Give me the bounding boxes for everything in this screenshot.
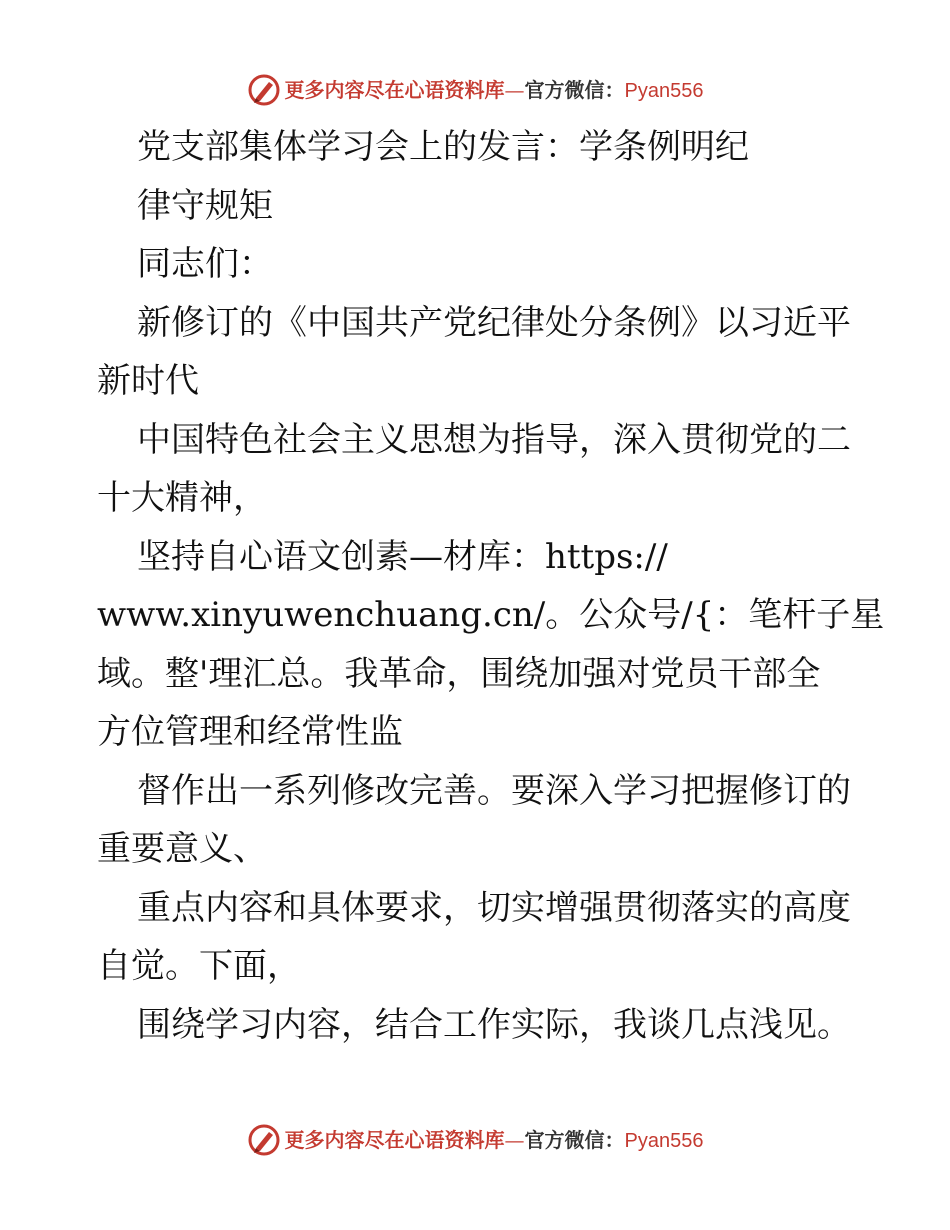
text-line: 域。整'理汇总。我革命，围绕加强对党员干部全 [97, 653, 821, 694]
text-line: 十大精神， [97, 478, 267, 518]
text-line: 围绕学习内容，结合工作实际，我谈几点浅见。 [137, 1004, 851, 1045]
text-line: 中国特色社会主义思想为指导，深入贯彻党的二 [137, 419, 851, 460]
banner-text [285, 70, 704, 111]
banner-title: 更多内容尽在心语资料库 [284, 77, 505, 102]
banner-wechat-id: Pyan556 [624, 79, 704, 102]
banner-wechat-label: 官方微信： [524, 77, 625, 102]
pen-logo-icon [247, 73, 281, 107]
text-line: 律守规矩 [137, 185, 273, 226]
text-line: 督作出一系列修改完善。要深入学习把握修订的 [137, 770, 851, 811]
header-banner [0, 70, 950, 110]
text-line: www.xinyuwenchuang.cn/。公众号/{：笔杆子星 [97, 595, 885, 635]
text-line: 新时代 [97, 361, 199, 401]
document-body [97, 118, 897, 1054]
banner-text [285, 1120, 704, 1161]
banner-wechat-label: 官方微信： [524, 1127, 625, 1152]
footer-banner [0, 1120, 950, 1160]
text-line: 新修订的《中国共产党纪律处分条例》以习近平 [137, 302, 851, 343]
text-line: 方位管理和经常性监 [97, 712, 403, 752]
text-line: 重点内容和具体要求，切实增强贯彻落实的高度 [137, 887, 851, 928]
text-line: 坚持自心语文创素—材库：https:// [137, 536, 668, 577]
text-line: 自觉。下面， [97, 946, 301, 986]
text-line: 同志们： [137, 244, 273, 284]
banner-dash: — [504, 1127, 525, 1152]
banner-wechat-id: Pyan556 [624, 1129, 704, 1152]
text-line: 党支部集体学习会上的发言：学条例明纪 [137, 127, 749, 167]
pen-logo-icon [247, 1123, 281, 1157]
banner-title: 更多内容尽在心语资料库 [284, 1127, 505, 1152]
banner-dash: — [504, 77, 525, 102]
text-line: 重要意义、 [97, 829, 267, 869]
